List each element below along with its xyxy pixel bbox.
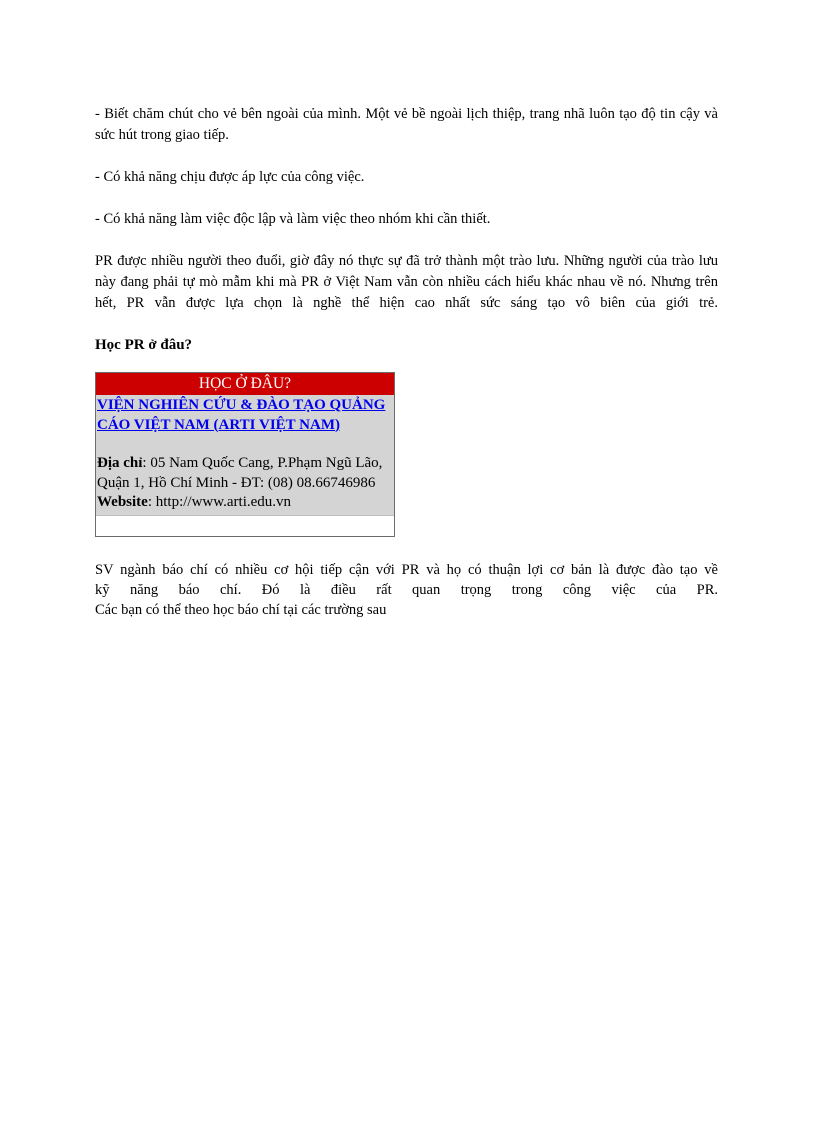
infobox-header: HỌC Ở ĐÂU? xyxy=(96,373,394,395)
website-line xyxy=(97,493,392,513)
bullet-teamwork: - Có khả năng làm việc độc lập và làm việc theo nhóm khi cần thiết. xyxy=(95,211,491,227)
address-label: Địa chỉ xyxy=(97,455,143,471)
closing-line-3: Các bạn có thể theo học báo chí tại các trường sau xyxy=(95,601,387,618)
where-to-study-box xyxy=(95,372,395,537)
address-value: : 05 Nam Quốc Cang, P.Phạm Ngũ Lão, Quận 1, Hồ Chí Minh - ĐT: (08) 08.66746986 xyxy=(97,455,383,491)
closing-paragraph xyxy=(95,560,718,620)
section-heading: Học PR ở đâu? xyxy=(95,337,193,353)
arti-institute-link[interactable]: VIỆN NGHIÊN CỨU & ĐÀO TẠO QUẢNG CÁO VIỆT NAM (ARTI VIỆT NAM) xyxy=(97,397,386,433)
closing-line-2: kỹ năng báo chí. Đó là điều rất quan trọng trong công việc của PR. xyxy=(95,581,718,598)
website-label: Website xyxy=(97,494,148,510)
closing-line-1: SV ngành báo chí có nhiều cơ hội tiếp cận với PR và họ có thuận lợi cơ bản là được đào tạo về xyxy=(95,561,718,578)
infobox-footer xyxy=(96,515,394,536)
website-value: : http://www.arti.edu.vn xyxy=(147,494,292,510)
bullet-pressure: - Có khả năng chịu được áp lực của công việc. xyxy=(95,169,365,185)
document-page xyxy=(95,104,718,620)
infobox-body xyxy=(96,395,394,515)
pr-paragraph: PR được nhiều người theo đuổi, giờ đây nó thực sự đã trở thành một trào lưu. Những người của trào lưu này đang phải tự mò mẫm khi mà PR ở Việt Nam vẫn còn nhiều cách hiểu khác nhau về nó. Nhưng trên hết, PR vẫn được lựa chọn là nghề thể hiện cao nhất sức sáng tạo vô biên của giới trẻ. xyxy=(95,253,718,311)
spacer xyxy=(97,435,392,454)
bullet-appearance: - Biết chăm chút cho vẻ bên ngoài của mình. Một vẻ bề ngoài lịch thiệp, trang nhã luôn tạo độ tin cậy và sức hút trong giao tiếp. xyxy=(95,106,718,143)
address-line xyxy=(97,454,392,493)
